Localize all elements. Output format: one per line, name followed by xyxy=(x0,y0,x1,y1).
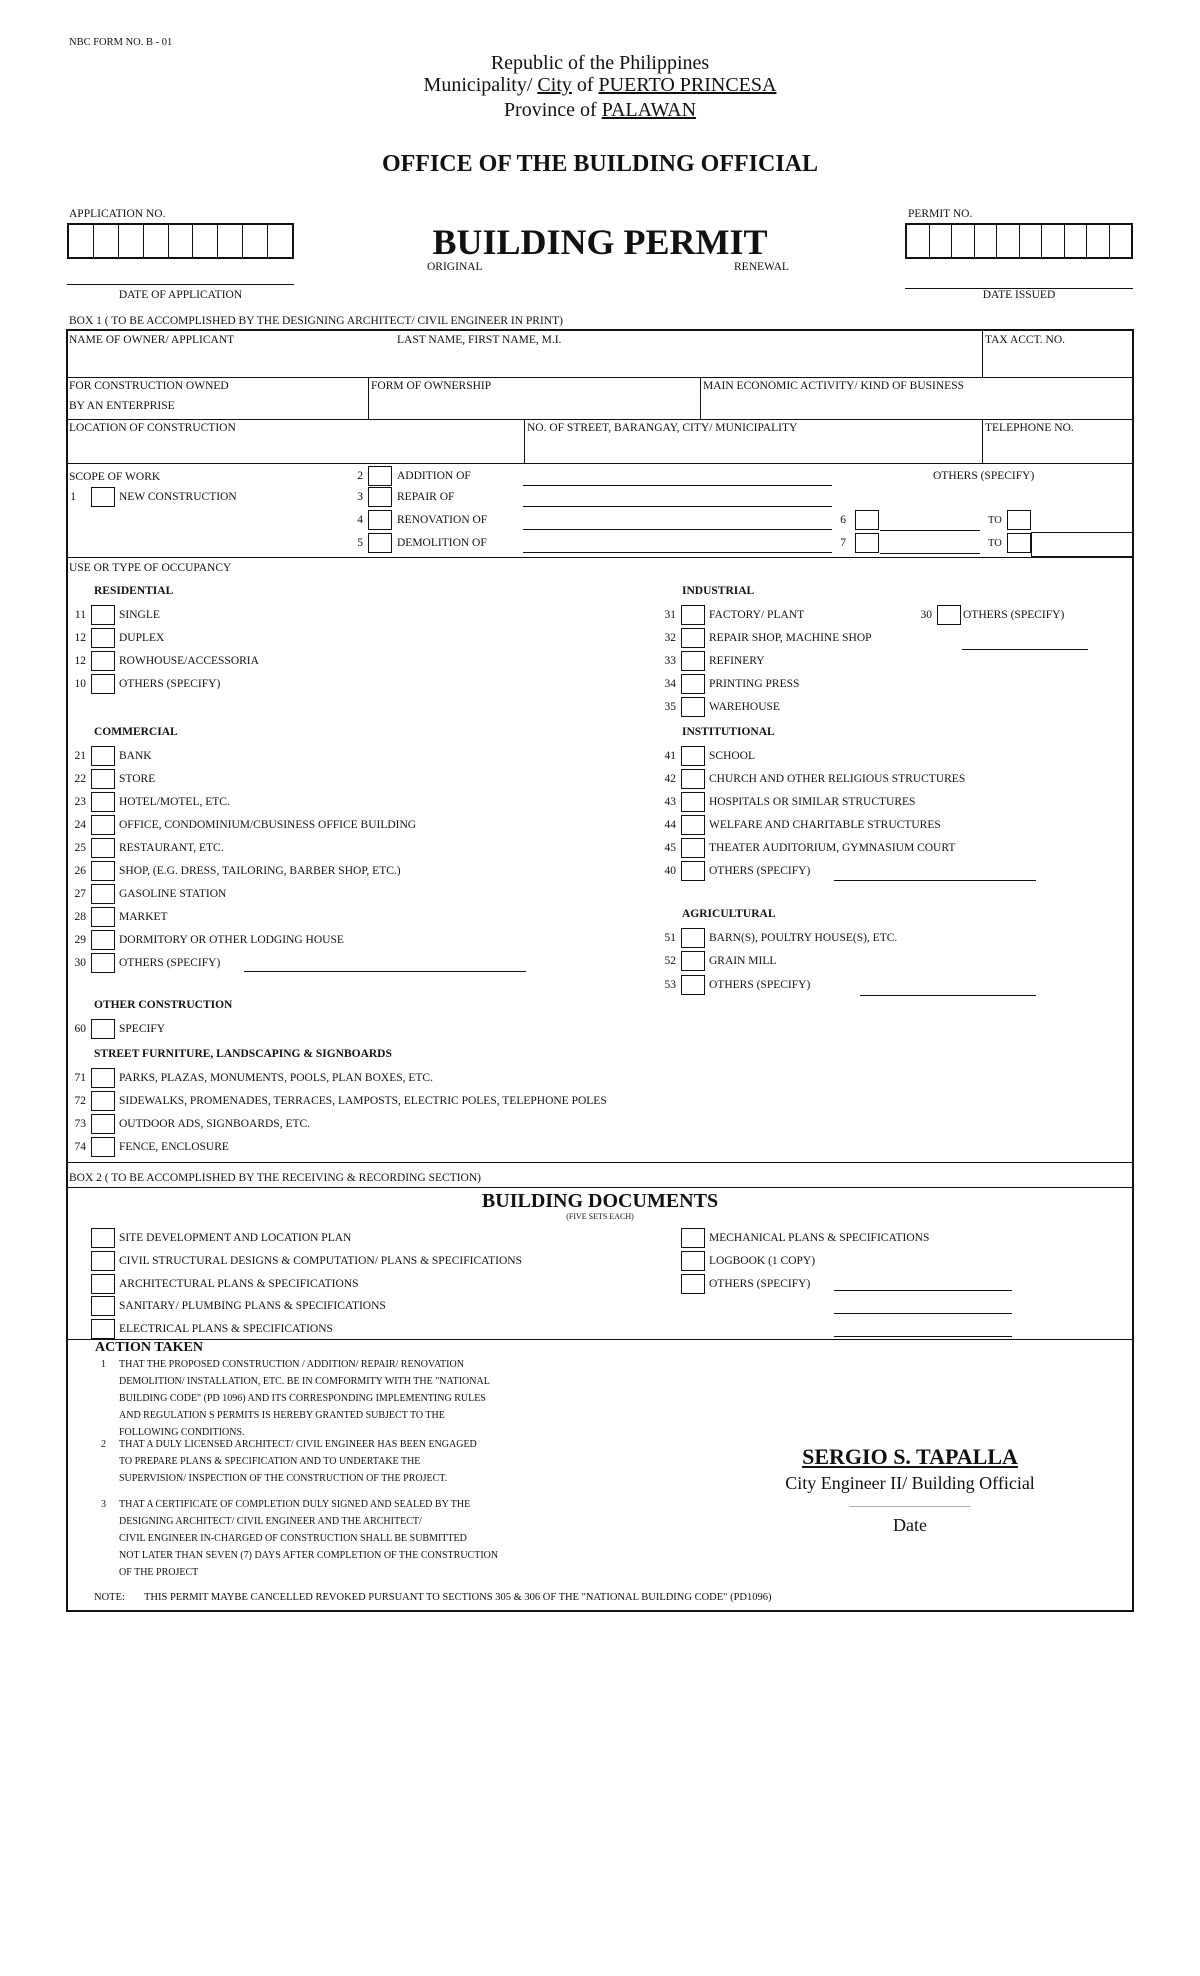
commercial-item-number: 24 xyxy=(74,819,86,831)
tax-acct-label: TAX ACCT. NO. xyxy=(985,334,1066,346)
industrial-item-checkbox[interactable] xyxy=(681,674,705,694)
commercial-item-label: RESTAURANT, ETC. xyxy=(119,842,224,854)
residential-item-label: SINGLE xyxy=(119,609,160,621)
institutional-item-number: 40 xyxy=(664,865,676,877)
document-item-label: ARCHITECTURAL PLANS & SPECIFICATIONS xyxy=(119,1278,359,1290)
province-name: PALAWAN xyxy=(601,99,697,121)
document-item-checkbox[interactable] xyxy=(681,1274,705,1294)
scope-other-7-to-checkbox[interactable] xyxy=(1007,533,1031,553)
scope-addition-checkbox[interactable] xyxy=(368,466,392,486)
commercial-item-number: 27 xyxy=(74,888,86,900)
note-text: THIS PERMIT MAYBE CANCELLED REVOKED PURSUANT TO SECTIONS 305 & 306 OF THE "NATIONAL BUILDING CODE" (PD1096) xyxy=(144,1592,772,1603)
commercial-item-number: 26 xyxy=(74,865,86,877)
document-item-label: OTHERS (SPECIFY) xyxy=(709,1278,811,1290)
industrial-item-checkbox[interactable] xyxy=(681,605,705,625)
condition-line: THAT THE PROPOSED CONSTRUCTION / ADDITION/ REPAIR/ RENOVATION xyxy=(119,1359,464,1370)
document-item-label: SANITARY/ PLUMBING PLANS & SPECIFICATIONS xyxy=(119,1300,386,1312)
note-label: NOTE: xyxy=(94,1592,125,1603)
scope-repair-checkbox[interactable] xyxy=(368,487,392,507)
residential-title: RESIDENTIAL xyxy=(94,585,174,597)
commercial-item-number: 28 xyxy=(74,911,86,923)
office-title: OFFICE OF THE BUILDING OFFICIAL xyxy=(381,151,819,177)
commercial-item-label: OTHERS (SPECIFY) xyxy=(119,957,221,969)
official-name: SERGIO S. TAPALLA xyxy=(802,1444,1018,1469)
commercial-item-checkbox[interactable] xyxy=(91,884,115,904)
other-construction-item-label: SPECIFY xyxy=(119,1023,166,1035)
institutional-item-number: 41 xyxy=(664,750,676,762)
scope-new-construction-checkbox[interactable] xyxy=(91,487,115,507)
industrial-item-checkbox[interactable] xyxy=(681,697,705,717)
residential-item-checkbox[interactable] xyxy=(91,628,115,648)
institutional-item-checkbox[interactable] xyxy=(681,746,705,766)
commercial-item-checkbox[interactable] xyxy=(91,746,115,766)
document-item-label: ELECTRICAL PLANS & SPECIFICATIONS xyxy=(119,1323,333,1335)
commercial-item-checkbox[interactable] xyxy=(91,907,115,927)
scope-other-6-line[interactable] xyxy=(880,530,980,531)
institutional-item-label: HOSPITALS OR SIMILAR STRUCTURES xyxy=(709,796,916,808)
institutional-item-label: OTHERS (SPECIFY) xyxy=(709,865,811,877)
institutional-item-label: CHURCH AND OTHER RELIGIOUS STRUCTURES xyxy=(709,773,966,785)
residential-item-number: 12 xyxy=(74,632,86,644)
condition-line: FOLLOWING CONDITIONS. xyxy=(119,1427,245,1438)
condition-line: AND REGULATION S PERMITS IS HEREBY GRANTED SUBJECT TO THE xyxy=(119,1410,445,1421)
documents-others-line-3[interactable] xyxy=(834,1336,1012,1337)
agricultural-others-line[interactable] xyxy=(860,995,1036,996)
action-taken-title: ACTION TAKEN xyxy=(95,1340,204,1355)
renewal-label: RENEWAL xyxy=(734,261,789,273)
commercial-item-checkbox[interactable] xyxy=(91,861,115,881)
street-furniture-title: STREET FURNITURE, LANDSCAPING & SIGNBOARDS xyxy=(94,1048,392,1060)
owner-label: NAME OF OWNER/ APPLICANT xyxy=(69,334,235,346)
commercial-item-number: 30 xyxy=(74,957,86,969)
occupancy-label: USE OR TYPE OF OCCUPANCY xyxy=(69,562,232,574)
document-item-checkbox[interactable] xyxy=(91,1251,115,1271)
document-item-checkbox[interactable] xyxy=(681,1228,705,1248)
document-item-label: MECHANICAL PLANS & SPECIFICATIONS xyxy=(709,1232,930,1244)
commercial-item-checkbox[interactable] xyxy=(91,930,115,950)
scope-other-7-to-field[interactable] xyxy=(1031,532,1134,557)
commercial-item-number: 21 xyxy=(74,750,86,762)
residential-item-label: DUPLEX xyxy=(119,632,165,644)
residential-item-label: ROWHOUSE/ACCESSORIA xyxy=(119,655,259,667)
industrial-others-line[interactable] xyxy=(962,649,1088,650)
street-furniture-item-number: 71 xyxy=(74,1072,86,1084)
addition-input-line[interactable] xyxy=(523,485,832,486)
document-item-label: CIVIL STRUCTURAL DESIGNS & COMPUTATION/ PLANS & SPECIFICATIONS xyxy=(119,1255,522,1267)
industrial-item-label: FACTORY/ PLANT xyxy=(709,609,805,621)
commercial-title: COMMERCIAL xyxy=(94,726,178,738)
institutional-item-number: 44 xyxy=(664,819,676,831)
residential-item-label: OTHERS (SPECIFY) xyxy=(119,678,221,690)
industrial-item-number: 32 xyxy=(664,632,676,644)
agricultural-item-checkbox[interactable] xyxy=(681,928,705,948)
official-title: City Engineer II/ Building Official xyxy=(785,1473,1035,1493)
date-signature-line[interactable]: ______________________ xyxy=(849,1496,971,1508)
enterprise-label-2: BY AN ENTERPRISE xyxy=(69,400,175,412)
institutional-item-checkbox[interactable] xyxy=(681,769,705,789)
street-furniture-item-number: 74 xyxy=(74,1141,86,1153)
industrial-item-number: 31 xyxy=(664,609,676,621)
agricultural-item-number: 51 xyxy=(664,932,676,944)
industrial-item-label: PRINTING PRESS xyxy=(709,678,800,690)
condition-number: 2 xyxy=(101,1439,106,1450)
scope-renovation-checkbox[interactable] xyxy=(368,510,392,530)
institutional-item-checkbox[interactable] xyxy=(681,792,705,812)
commercial-item-label: GASOLINE STATION xyxy=(119,888,227,900)
street-furniture-item-label: FENCE, ENCLOSURE xyxy=(119,1141,229,1153)
commercial-item-checkbox[interactable] xyxy=(91,792,115,812)
scope-label: SCOPE OF WORK xyxy=(69,471,161,483)
condition-number: 3 xyxy=(101,1499,106,1510)
residential-item-checkbox[interactable] xyxy=(91,605,115,625)
industrial-title: INDUSTRIAL xyxy=(682,585,755,597)
commercial-item-checkbox[interactable] xyxy=(91,769,115,789)
institutional-item-label: THEATER AUDITORIUM, GYMNASIUM COURT xyxy=(709,842,956,854)
building-documents-title: BUILDING DOCUMENTS xyxy=(481,1190,719,1212)
commercial-item-label: MARKET xyxy=(119,911,168,923)
industrial-item-label: WAREHOUSE xyxy=(709,701,780,713)
street-furniture-item-checkbox[interactable] xyxy=(91,1068,115,1088)
institutional-item-checkbox[interactable] xyxy=(681,815,705,835)
commercial-item-checkbox[interactable] xyxy=(91,815,115,835)
residential-item-number: 11 xyxy=(74,609,86,621)
street-furniture-item-number: 72 xyxy=(74,1095,86,1107)
institutional-item-number: 42 xyxy=(664,773,676,785)
condition-line: OF THE PROJECT xyxy=(119,1567,199,1578)
date-label: Date xyxy=(893,1515,927,1535)
scope-others-label: OTHERS (SPECIFY) xyxy=(933,470,1035,482)
residential-item-checkbox[interactable] xyxy=(91,651,115,671)
commercial-item-number: 23 xyxy=(74,796,86,808)
scope-demolition-checkbox[interactable] xyxy=(368,533,392,553)
form-title: BUILDING PERMIT xyxy=(432,222,768,262)
commercial-item-checkbox[interactable] xyxy=(91,838,115,858)
box1-heading: BOX 1 ( TO BE ACCOMPLISHED BY THE DESIGNING ARCHITECT/ CIVIL ENGINEER IN PRINT) xyxy=(69,315,563,327)
agricultural-title: AGRICULTURAL xyxy=(682,908,776,920)
document-item-label: LOGBOOK (1 COPY) xyxy=(709,1255,816,1267)
industrial-others-checkbox[interactable] xyxy=(937,605,961,625)
street-furniture-item-number: 73 xyxy=(74,1118,86,1130)
agricultural-item-checkbox[interactable] xyxy=(681,975,705,995)
industrial-item-label: REFINERY xyxy=(709,655,765,667)
form-of-ownership-label: FORM OF OWNERSHIP xyxy=(371,380,492,392)
industrial-item-checkbox[interactable] xyxy=(681,651,705,671)
institutional-others-line[interactable] xyxy=(834,880,1036,881)
agricultural-item-checkbox[interactable] xyxy=(681,951,705,971)
condition-line: SUPERVISION/ INSPECTION OF THE CONSTRUCTION OF THE PROJECT. xyxy=(119,1473,448,1484)
street-furniture-item-label: OUTDOOR ADS, SIGNBOARDS, ETC. xyxy=(119,1118,311,1130)
agricultural-item-label: BARN(S), POULTRY HOUSE(S), ETC. xyxy=(709,932,898,944)
commercial-item-label: SHOP, (E.G. DRESS, TAILORING, BARBER SHOP, ETC.) xyxy=(119,865,401,877)
building-documents-subtitle: (FIVE SETS EACH) xyxy=(566,1212,634,1221)
owner-name-format: LAST NAME, FIRST NAME, M.I. xyxy=(397,334,562,346)
condition-line: DEMOLITION/ INSTALLATION, ETC. BE IN COMFORMITY WITH THE "NATIONAL xyxy=(119,1376,490,1387)
demolition-input-line[interactable] xyxy=(523,552,832,553)
residential-item-checkbox[interactable] xyxy=(91,674,115,694)
commercial-item-label: HOTEL/MOTEL, ETC. xyxy=(119,796,230,808)
condition-line: THAT A CERTIFICATE OF COMPLETION DULY SIGNED AND SEALED BY THE xyxy=(119,1499,471,1510)
commercial-item-checkbox[interactable] xyxy=(91,953,115,973)
application-no-label: APPLICATION NO. xyxy=(69,208,166,220)
street-furniture-item-label: SIDEWALKS, PROMENADES, TERRACES, LAMPOSTS, ELECTRIC POLES, TELEPHONE POLES xyxy=(119,1095,607,1107)
enterprise-label-1: FOR CONSTRUCTION OWNED xyxy=(69,380,229,392)
permit-no-label: PERMIT NO. xyxy=(908,208,973,220)
agricultural-item-number: 52 xyxy=(664,955,676,967)
document-item-checkbox[interactable] xyxy=(91,1274,115,1294)
residential-item-number: 12 xyxy=(74,655,86,667)
commercial-item-number: 25 xyxy=(74,842,86,854)
document-item-checkbox[interactable] xyxy=(681,1251,705,1271)
industrial-item-number: 34 xyxy=(664,678,676,690)
condition-line: CIVIL ENGINEER IN-CHARGED OF CONSTRUCTION SHALL BE SUBMITTED xyxy=(119,1533,467,1544)
province-line: Province of PALAWAN xyxy=(503,99,697,121)
date-of-application-line[interactable] xyxy=(67,284,294,285)
form-number: NBC FORM NO. B - 01 xyxy=(69,37,173,48)
condition-line: DESIGNING ARCHITECT/ CIVIL ENGINEER AND THE ARCHITECT/ xyxy=(119,1516,422,1527)
industrial-item-number: 35 xyxy=(664,701,676,713)
renovation-input-line[interactable] xyxy=(523,529,832,530)
commercial-item-label: DORMITORY OR OTHER LODGING HOUSE xyxy=(119,934,344,946)
document-item-checkbox[interactable] xyxy=(91,1296,115,1316)
street-furniture-item-checkbox[interactable] xyxy=(91,1091,115,1111)
industrial-item-checkbox[interactable] xyxy=(681,628,705,648)
other-construction-title: OTHER CONSTRUCTION xyxy=(94,999,233,1011)
main-activity-label: MAIN ECONOMIC ACTIVITY/ KIND OF BUSINESS xyxy=(703,380,964,392)
institutional-item-label: SCHOOL xyxy=(709,750,756,762)
commercial-item-number: 22 xyxy=(74,773,86,785)
condition-line: BUILDING CODE" (PD 1096) AND ITS CORRESPONDING IMPLEMENTING RULES xyxy=(119,1393,486,1404)
document-item-checkbox[interactable] xyxy=(91,1319,115,1339)
date-of-application-label: DATE OF APPLICATION xyxy=(118,289,243,301)
repair-input-line[interactable] xyxy=(523,506,832,507)
industrial-item-number: 33 xyxy=(664,655,676,667)
original-label: ORIGINAL xyxy=(427,261,483,273)
republic-line: Republic of the Philippines xyxy=(490,52,710,74)
date-issued-label: DATE ISSUED xyxy=(982,289,1056,301)
scope-other-6-to-checkbox[interactable] xyxy=(1007,510,1031,530)
documents-others-line-1[interactable] xyxy=(834,1290,1012,1291)
commercial-item-label: BANK xyxy=(119,750,152,762)
institutional-item-number: 45 xyxy=(664,842,676,854)
street-furniture-item-label: PARKS, PLAZAS, MONUMENTS, POOLS, PLAN BOXES, ETC. xyxy=(119,1072,433,1084)
scope-other-6-checkbox[interactable] xyxy=(855,510,879,530)
commercial-item-label: OFFICE, CONDOMINIUM/CBUSINESS OFFICE BUILDING xyxy=(119,819,417,831)
institutional-item-label: WELFARE AND CHARITABLE STRUCTURES xyxy=(709,819,941,831)
condition-line: NOT LATER THAN SEVEN (7) DAYS AFTER COMPLETION OF THE CONSTRUCTION xyxy=(119,1550,499,1561)
commercial-item-number: 29 xyxy=(74,934,86,946)
residential-item-number: 10 xyxy=(74,678,86,690)
condition-line: TO PREPARE PLANS & SPECIFICATION AND TO UNDERTAKE THE xyxy=(119,1456,421,1467)
institutional-item-number: 43 xyxy=(664,796,676,808)
commercial-others-line[interactable] xyxy=(244,971,526,972)
institutional-title: INSTITUTIONAL xyxy=(682,726,775,738)
document-item-label: SITE DEVELOPMENT AND LOCATION PLAN xyxy=(119,1232,352,1244)
condition-line: THAT A DULY LICENSED ARCHITECT/ CIVIL ENGINEER HAS BEEN ENGAGED xyxy=(119,1439,477,1450)
box2-heading: BOX 2 ( TO BE ACCOMPLISHED BY THE RECEIVING & RECORDING SECTION) xyxy=(69,1172,481,1184)
document-item-checkbox[interactable] xyxy=(91,1228,115,1248)
scope-other-7-line[interactable] xyxy=(880,553,980,554)
city-name: PUERTO PRINCESA xyxy=(598,74,777,96)
documents-others-line-2[interactable] xyxy=(834,1313,1012,1314)
location-label: LOCATION OF CONSTRUCTION xyxy=(69,422,236,434)
municipality-line: Municipality/ City of PUERTO PRINCESA xyxy=(423,74,777,96)
agricultural-item-label: GRAIN MILL xyxy=(709,955,777,967)
street-furniture-item-checkbox[interactable] xyxy=(91,1137,115,1157)
industrial-item-label: REPAIR SHOP, MACHINE SHOP xyxy=(709,632,872,644)
agricultural-item-label: OTHERS (SPECIFY) xyxy=(709,979,811,991)
agricultural-item-number: 53 xyxy=(664,979,676,991)
institutional-item-checkbox[interactable] xyxy=(681,861,705,881)
street-furniture-item-checkbox[interactable] xyxy=(91,1114,115,1134)
street-label: NO. OF STREET, BARANGAY, CITY/ MUNICIPALITY xyxy=(527,422,798,434)
telephone-label: TELEPHONE NO. xyxy=(985,422,1074,434)
other-construction-item-checkbox[interactable] xyxy=(91,1019,115,1039)
condition-number: 1 xyxy=(101,1359,106,1370)
institutional-item-checkbox[interactable] xyxy=(681,838,705,858)
scope-other-7-checkbox[interactable] xyxy=(855,533,879,553)
other-construction-item-number: 60 xyxy=(74,1023,86,1035)
commercial-item-label: STORE xyxy=(119,773,156,785)
